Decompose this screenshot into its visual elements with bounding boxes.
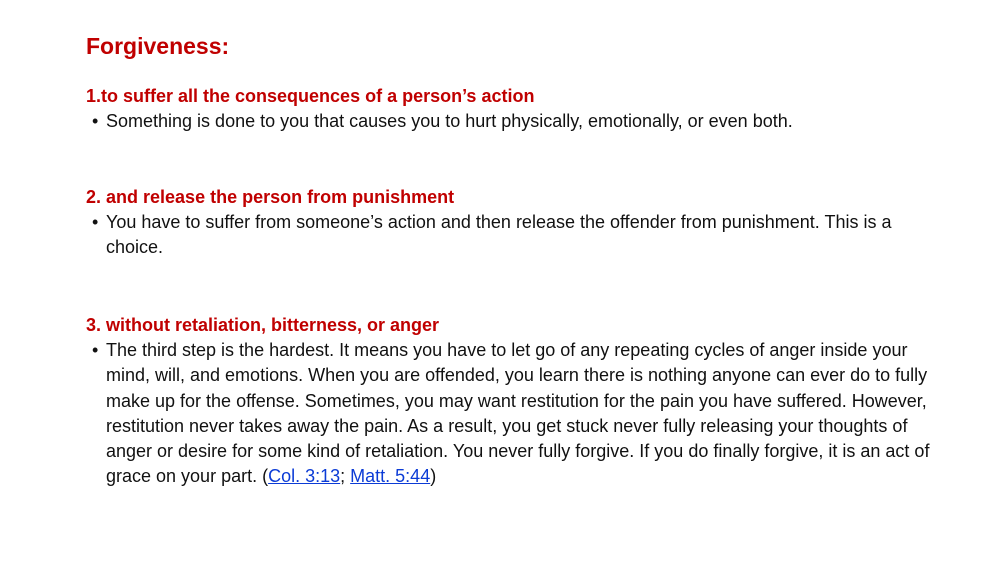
section-heading: 3. without retaliation, bitterness, or anger xyxy=(86,315,440,335)
bullet-text: The third step is the hardest. It means you have to let go of any repeating cycles of anger inside your mind, will, and emotions. When you are offended, you learn there is nothing anyone can ever do to fully make up for the offense. Sometimes, you may want restitution for the pain you have suffered. However, restitution never takes away the pain. As a result, you get stuck never fully releasing your thoughts of anger or desire for some kind of retaliation. You never fully forgive. If you do finally forgive, it is an act of grace on your part. ( xyxy=(106,340,930,487)
bullet-item xyxy=(86,109,946,134)
ref-separator: ; xyxy=(340,466,351,487)
section-heading: 1.to suffer all the consequences of a person’s action xyxy=(86,86,535,106)
scripture-link-col[interactable]: Col. 3:13 xyxy=(268,466,341,487)
scripture-link-matt[interactable]: Matt. 5:44 xyxy=(350,466,431,487)
bullet-icon: • xyxy=(92,111,99,131)
bullet-item xyxy=(86,210,946,261)
section-heading: 2. and release the person from punishment xyxy=(86,187,455,207)
bullet-icon: • xyxy=(92,340,99,360)
bullet-text: Something is done to you that causes you to hurt physically, emotionally, or even both. xyxy=(106,111,793,131)
section-1 xyxy=(86,84,946,134)
ref-close: ) xyxy=(430,466,437,487)
section-2 xyxy=(86,185,946,261)
bullet-icon: • xyxy=(92,212,99,232)
bullet-text: You have to suffer from someone’s action and then release the offender from punishment. This is a choice. xyxy=(106,212,892,258)
bullet-item xyxy=(86,338,946,490)
page-title: Forgiveness: xyxy=(86,33,230,59)
section-3 xyxy=(86,313,946,490)
